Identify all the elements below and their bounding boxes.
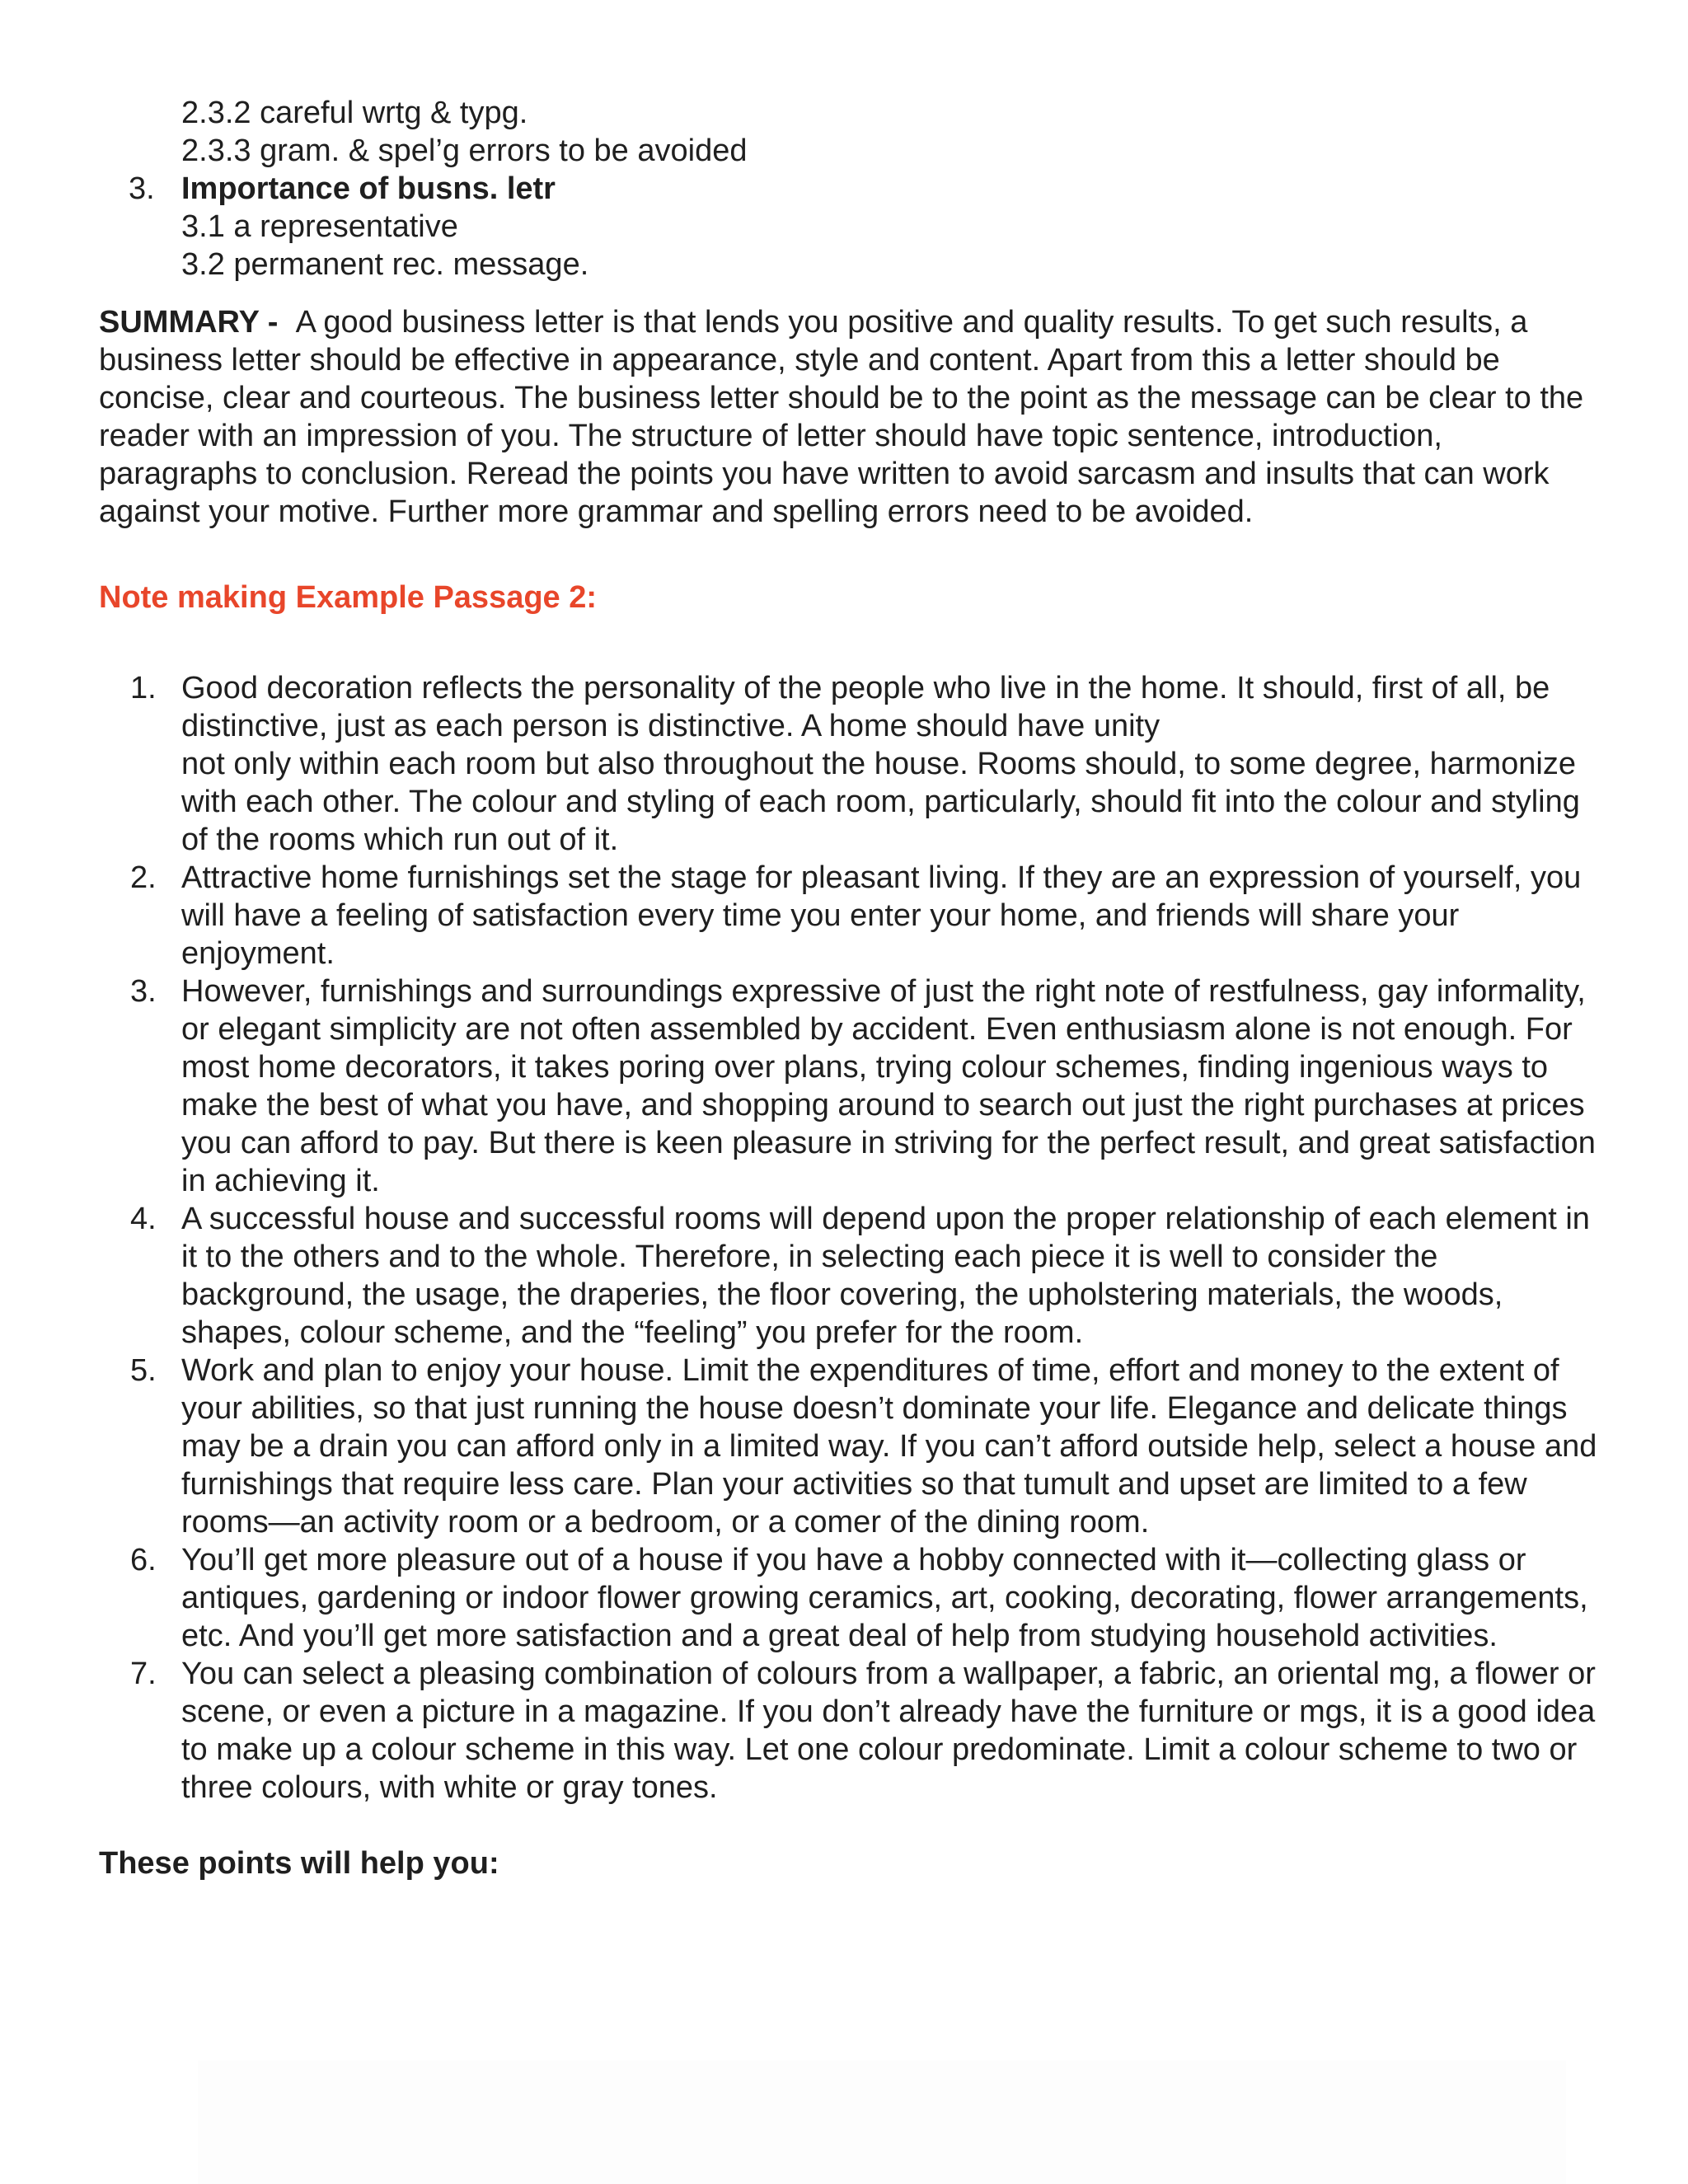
summary-paragraph: [99, 303, 1591, 531]
list-item: [99, 1541, 1599, 1655]
list-item: [99, 745, 1599, 859]
outline-item-3-number: 3.: [129, 171, 155, 206]
outline-sub-2-3-3: 2.3.3 gram. & spel’g errors to be avoided: [181, 134, 748, 168]
faint-background-region: [198, 2060, 1566, 2184]
list-item: [99, 1200, 1599, 1352]
list-item: [99, 1352, 1599, 1541]
document-page: [99, 94, 1599, 1882]
list-item-number: 4.: [130, 1202, 157, 1236]
passage-heading: Note making Example Passage 2:: [99, 580, 598, 615]
outline-sub-3-2: 3.2 permanent rec. message.: [181, 247, 589, 282]
summary-label: SUMMARY -: [99, 305, 279, 340]
list-item-number: 1.: [130, 671, 157, 705]
list-item-text: Good decoration reflects the personality of the people who live in the home. It should, first of all, be distinctive, just as each person is distinctive. A home should have unity: [181, 671, 1550, 743]
list-item: [99, 972, 1599, 1200]
list-item-text: However, furnishings and surroundings expressive of just the right note of restfulness, gay informality, or elegant simplicity are not often assembled by accident. Even enthusiasm alone is not enough. For most home decorators, it takes poring over plans, trying colour schemes, finding ingenious ways to make the best of what you have, and shopping around to search out just the right purchases at prices you can afford to pay. But there is keen pleasure in striving for the perfect result, and great satisfaction in achieving it.: [181, 974, 1596, 1198]
list-item: [99, 859, 1599, 972]
outline-sub-3-1: 3.1 a representative: [181, 209, 458, 244]
list-item-number: 2.: [130, 860, 157, 895]
closing-heading: These points will help you:: [99, 1846, 499, 1881]
list-item: [99, 669, 1599, 745]
list-item-number: 6.: [130, 1543, 157, 1577]
list-item-number: 7.: [130, 1657, 157, 1691]
passage-points-list: [99, 669, 1599, 1807]
list-item-text: You can select a pleasing combination of colours from a wallpaper, a fabric, an oriental mg, a flower or scene, or even a picture in a magazine. If you don’t already have the furniture or mgs, it is a good idea to make up a colour scheme in this way. Let one colour predominate. Limit a colour scheme to two or three colours, with white or gray tones.: [181, 1657, 1596, 1805]
list-item: [99, 1655, 1599, 1807]
summary-text: A good business letter is that lends you positive and quality results. To get such results, a business letter should be effective in appearance, style and content. Apart from this a letter should be concise, clear and courteous. The business letter should be to the point as the message can be clear to the reader with an impression of you. The structure of letter should have topic sentence, introduction, paragraphs to conclusion. Reread the points you have written to avoid sarcasm and insults that can work against your motive. Further more grammar and spelling errors need to be avoided.: [99, 305, 1584, 529]
outline-item-3: [99, 170, 1599, 208]
list-item-number: 3.: [130, 974, 157, 1009]
list-item-text: Work and plan to enjoy your house. Limit the expenditures of time, effort and money to the extent of your abilities, so that just running the house doesn’t dominate your life. Elegance and delicate things may be a drain you can afford only in a limited way. If you can’t afford outside help, select a house and furnishings that require less care. Plan your activities so that tumult and upset are limited to a few rooms—an activity room or a bedroom, or a comer of the dining room.: [181, 1353, 1597, 1540]
list-item-number: 5.: [130, 1353, 157, 1388]
outline-item-3-title: Importance of busns. letr: [181, 171, 556, 206]
list-item-text: not only within each room but also throughout the house. Rooms should, to some degree, harmonize with each other. The colour and styling of each room, particularly, should fit into the colour and styling of the rooms which run out of it.: [181, 747, 1580, 857]
list-item-text: You’ll get more pleasure out of a house if you have a hobby connected with it—collecting glass or antiques, gardening or indoor flower growing ceramics, art, cooking, decorating, flower arrangements, etc. And you’ll get more satisfaction and a great deal of help from studying household activities.: [181, 1543, 1588, 1653]
list-item-text: A successful house and successful rooms will depend upon the proper relationship of each element in it to the others and to the whole. Therefore, in selecting each piece it is well to consider the background, the usage, the draperies, the floor covering, the upholstering materials, the woods, shapes, colour scheme, and the “feeling” you prefer for the room.: [181, 1202, 1590, 1350]
outline-sub-2-3-2: 2.3.2 careful wrtg & typg.: [181, 96, 528, 130]
list-item-text: Attractive home furnishings set the stage for pleasant living. If they are an expression of yourself, you will have a feeling of satisfaction every time you enter your home, and friends will share your enjoyment.: [181, 860, 1582, 971]
